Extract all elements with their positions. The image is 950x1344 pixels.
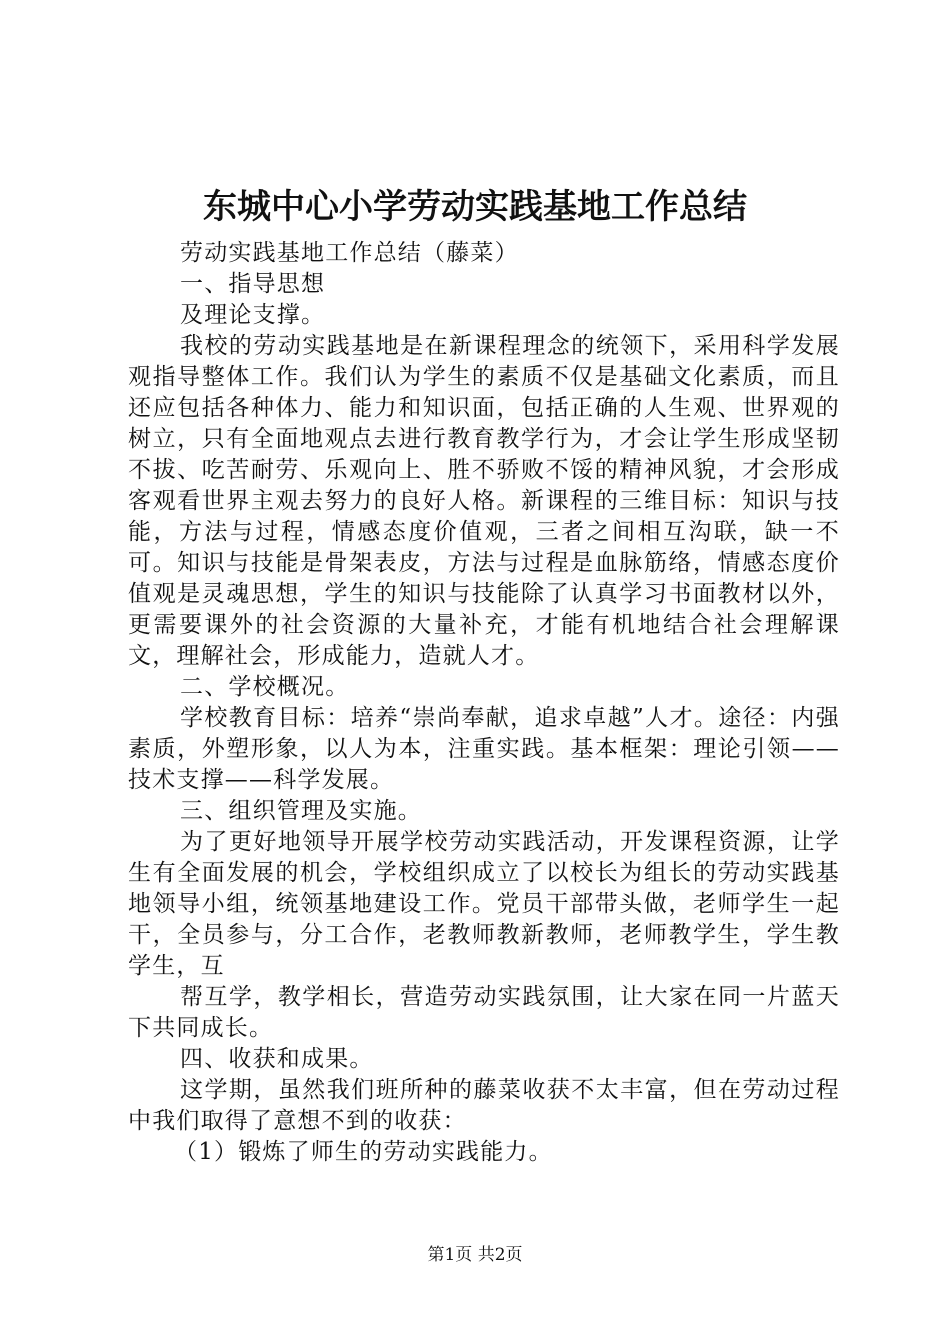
body-paragraph: 为了更好地领导开展学校劳动实践活动，开发课程资源，让学生有全面发展的机会，学校组织成立了以校长为组长的劳动实践基地领导小组，统领基地建设工作。党员干部带头做，老师学生一起干，全员参与，分工合作，老教师教新教师，老师教学生，学生教学生，互 [128, 829, 840, 979]
section-heading-4: 四、收获和成果。 [180, 1046, 374, 1072]
body-paragraph: 我校的劳动实践基地是在新课程理念的统领下，采用科学发展观指导整体工作。我们认为学生的素质不仅是基础文化素质，而且还应包括各种体力、能力和知识面，包括正确的人生观、世界观的树立，只有全面地观点去进行教育教学行为，才会让学生形成坚韧不拔、吃苦耐劳、乐观向上、胜不骄败不馁的精神风貌，才会形成客观看世界主观去努力的良好人格。新课程的三维目标：知识与技能，方法与过程，情感态度价值观，三者之间相互沟联，缺一不可。知识与技能是骨架表皮，方法与过程是血脉筋络，情感态度价值观是灵魂思想，学生的知识与技能除了认真学习书面教材以外，更需要课外的社会资源的大量补充，才能有机地结合社会理解课文，理解社会，形成能力，造就人才。 [128, 333, 840, 669]
section-heading-1: 一、指导思想 [180, 271, 326, 297]
section-heading-2: 二、学校概况。 [180, 674, 350, 700]
list-item: （1）锻炼了师生的劳动实践能力。 [174, 1139, 553, 1165]
body-paragraph: 学校教育目标：培养“崇尚奉献，追求卓越”人才。途径：内强素质，外塑形象，以人为本，注重实践。基本框架：理论引领——技术支撑——科学发展。 [128, 705, 840, 793]
section-heading-3: 三、组织管理及实施。 [180, 798, 422, 824]
subtitle-paragraph: 劳动实践基地工作总结（藤菜） [180, 240, 519, 266]
body-paragraph: 帮互学，教学相长，营造劳动实践氛围，让大家在同一片蓝天下共同成长。 [128, 984, 840, 1041]
body-paragraph: 这学期，虽然我们班所种的藤菜收获不太丰富，但在劳动过程中我们取得了意想不到的收获： [128, 1077, 840, 1134]
document-body [128, 238, 840, 1168]
section-heading-1-cont: 及理论支撑。 [180, 302, 326, 328]
document-title: 东城中心小学劳动实践基地工作总结 [203, 187, 747, 227]
page-footer: 第1页 共2页 [427, 1245, 523, 1265]
